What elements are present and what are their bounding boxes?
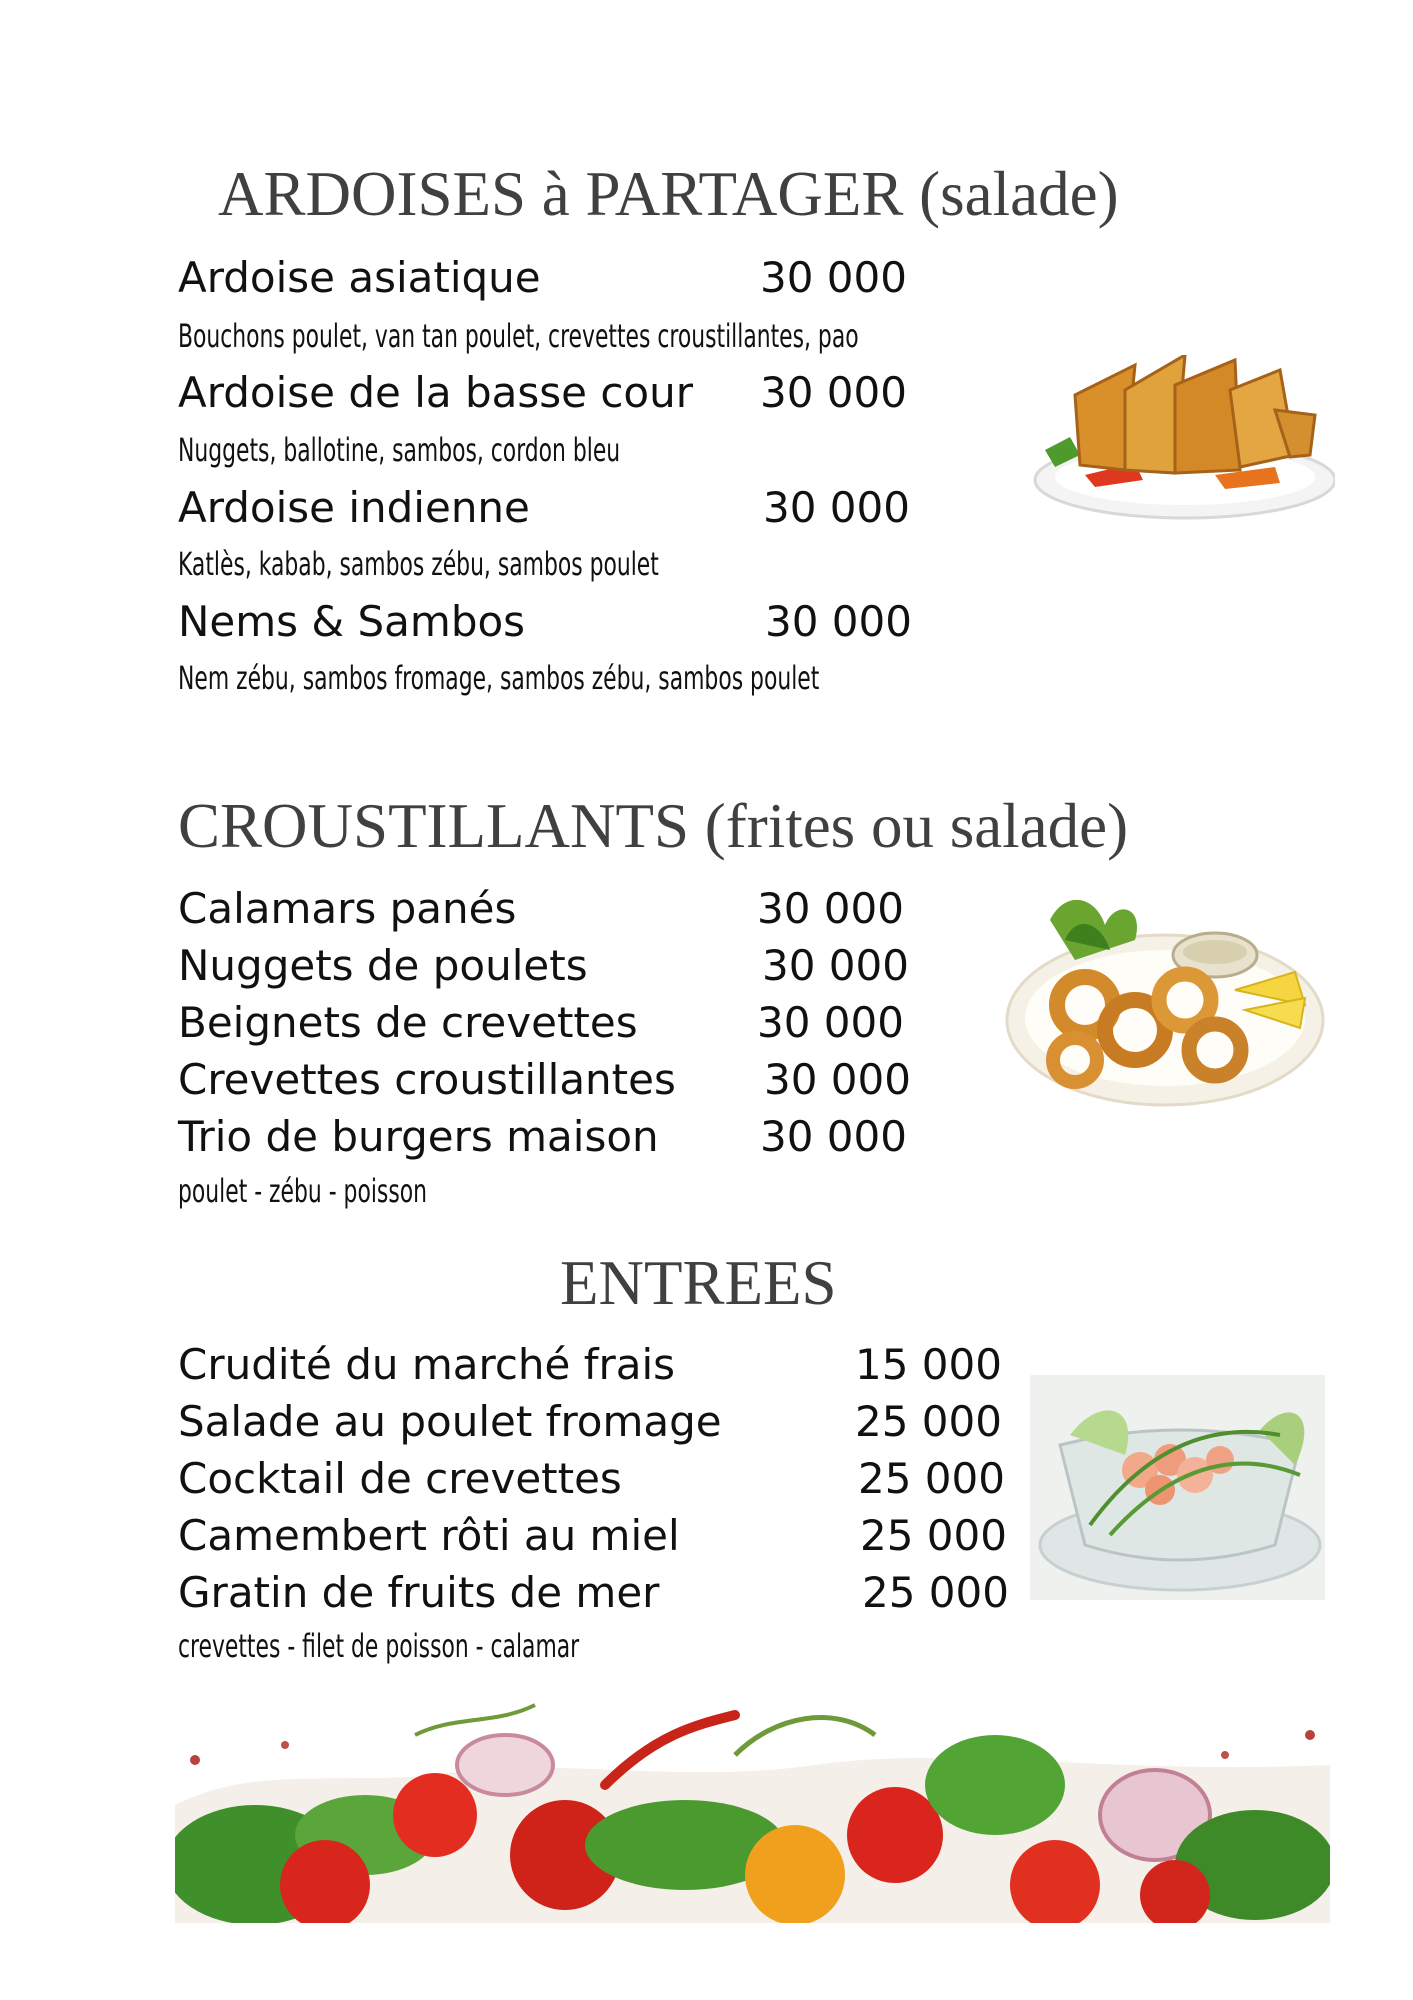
menu-item-price: 30 000 bbox=[760, 253, 907, 302]
menu-item-name: Calamars panés bbox=[178, 884, 517, 933]
menu-item-price: 30 000 bbox=[760, 368, 907, 417]
menu-item-description: crevettes - filet de poisson - calamar bbox=[178, 1627, 580, 1665]
menu-item-price: 25 000 bbox=[860, 1511, 1007, 1560]
menu-item-name: Salade au poulet fromage bbox=[178, 1397, 722, 1446]
menu-item-name: Crudité du marché frais bbox=[178, 1340, 676, 1389]
menu-item-description: Katlès, kabab, sambos zébu, sambos poulet bbox=[178, 545, 659, 583]
fried-calamari-plate-image bbox=[1005, 880, 1325, 1120]
menu-item-name: Ardoise indienne bbox=[178, 483, 530, 532]
menu-item-price: 15 000 bbox=[855, 1340, 1002, 1389]
menu-item-description: Nem zébu, sambos fromage, sambos zébu, sambos poulet bbox=[178, 659, 820, 697]
menu-item-name: Beignets de crevettes bbox=[178, 998, 638, 1047]
menu-item-description: Nuggets, ballotine, sambos, cordon bleu bbox=[178, 431, 621, 469]
menu-item-price: 25 000 bbox=[862, 1568, 1009, 1617]
section-title-croustillants: CROUSTILLANTS (frites ou salade) bbox=[178, 791, 1129, 861]
menu-item-price: 30 000 bbox=[763, 483, 910, 532]
menu-item-name: Nuggets de poulets bbox=[178, 941, 588, 990]
menu-item-price: 25 000 bbox=[855, 1397, 1002, 1446]
menu-item-name: Nems & Sambos bbox=[178, 597, 526, 646]
menu-item-price: 30 000 bbox=[762, 941, 909, 990]
menu-item-description: Bouchons poulet, van tan poulet, crevettes croustillantes, pao bbox=[178, 317, 859, 355]
menu-item-price: 30 000 bbox=[765, 597, 912, 646]
menu-item-name: Camembert rôti au miel bbox=[178, 1511, 680, 1560]
samosa-plate-image bbox=[1025, 355, 1335, 535]
menu-item-description: poulet - zébu - poisson bbox=[178, 1172, 427, 1210]
vegetables-banner-image bbox=[175, 1695, 1330, 1923]
menu-item-price: 30 000 bbox=[760, 1112, 907, 1161]
shrimp-cocktail-glass-image bbox=[1030, 1375, 1325, 1600]
menu-item-price: 30 000 bbox=[757, 884, 904, 933]
menu-item-name: Cocktail de crevettes bbox=[178, 1454, 622, 1503]
section-title-ardoises: ARDOISES à PARTAGER (salade) bbox=[218, 159, 1119, 229]
menu-item-name: Trio de burgers maison bbox=[178, 1112, 659, 1161]
menu-item-price: 30 000 bbox=[757, 998, 904, 1047]
menu-item-name: Crevettes croustillantes bbox=[178, 1055, 676, 1104]
menu-item-name: Ardoise asiatique bbox=[178, 253, 541, 302]
menu-item-name: Ardoise de la basse cour bbox=[178, 368, 693, 417]
section-title-entrees: ENTREES bbox=[560, 1248, 837, 1318]
menu-item-price: 25 000 bbox=[858, 1454, 1005, 1503]
menu-item-price: 30 000 bbox=[764, 1055, 911, 1104]
menu-item-name: Gratin de fruits de mer bbox=[178, 1568, 660, 1617]
